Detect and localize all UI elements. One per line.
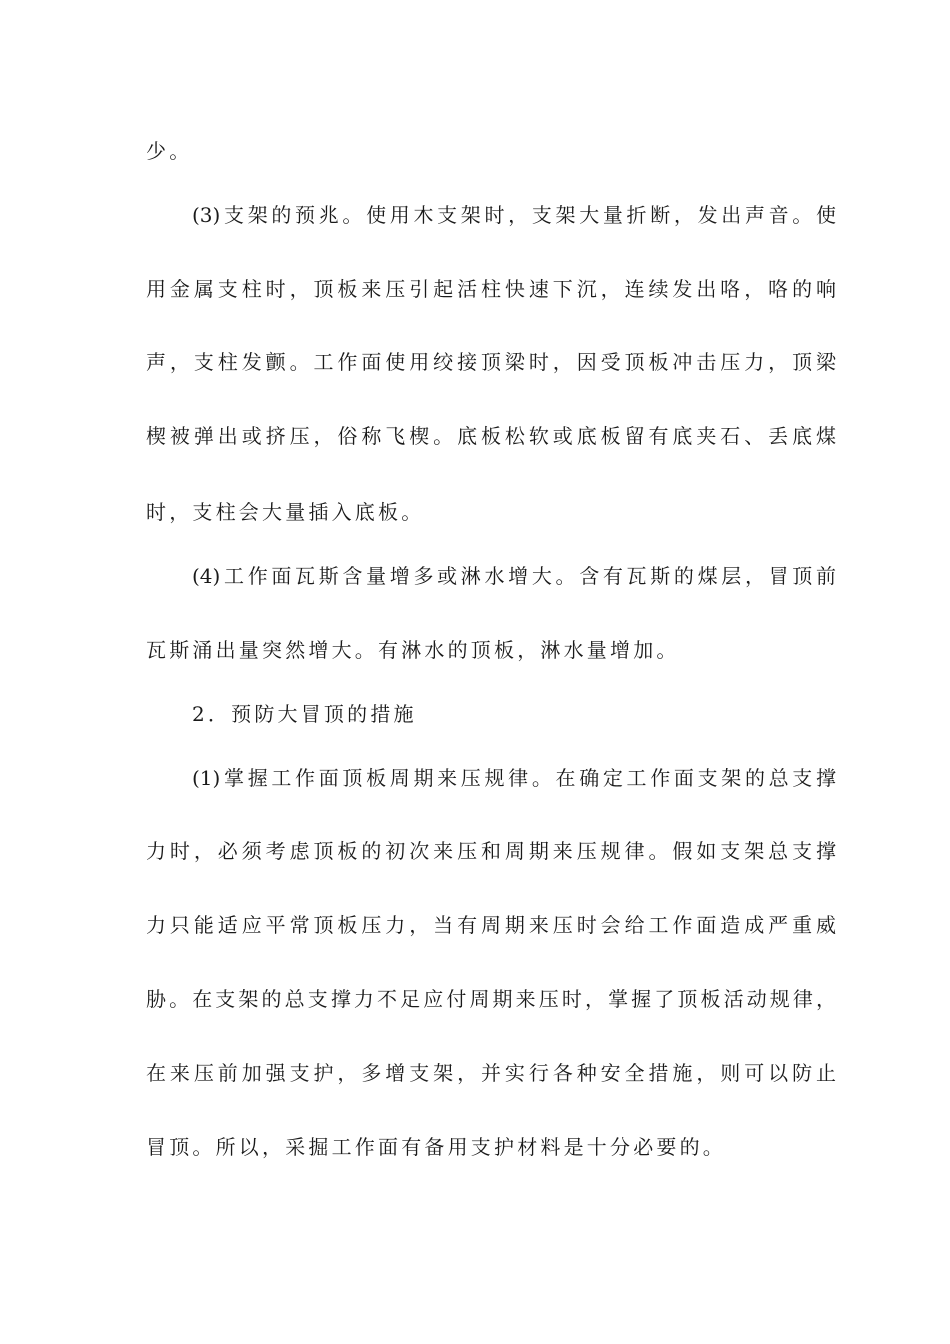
text-line: 少。 bbox=[146, 139, 193, 163]
text-line: 力时，必须考虑顶板的初次来压和周期来压规律。假如支架总支撑 bbox=[146, 839, 836, 863]
text-line: 胁。在支架的总支撑力不足应付周期来压时，掌握了顶板活动规律， bbox=[146, 987, 836, 1011]
text-line: 在来压前加强支护，多增支架，并实行各种安全措施，则可以防止 bbox=[146, 1061, 836, 1085]
text-line: 用金属支柱时，顶板来压引起活柱快速下沉，连续发出咯，咯的响 bbox=[146, 277, 836, 301]
text-line: 瓦斯涌出量突然增大。有淋水的顶板，淋水量增加。 bbox=[146, 638, 680, 662]
text-line: (4)工作面瓦斯含量增多或淋水增大。含有瓦斯的煤层，冒顶前 bbox=[192, 564, 836, 588]
text-line: 力只能适应平常顶板压力，当有周期来压时会给工作面造成严重威 bbox=[146, 913, 836, 937]
text-line: 声，支柱发颤。工作面使用绞接顶梁时，因受顶板冲击压力，顶梁 bbox=[146, 350, 836, 374]
text-line: 楔被弹出或挤压，俗称飞楔。底板松软或底板留有底夹石、丢底煤 bbox=[146, 424, 836, 448]
text-line: (3)支架的预兆。使用木支架时，支架大量折断，发出声音。使 bbox=[192, 203, 836, 227]
text-line: (1)掌握工作面顶板周期来压规律。在确定工作面支架的总支撑 bbox=[192, 766, 836, 790]
text-line: 冒顶。所以，采掘工作面有备用支护材料是十分必要的。 bbox=[146, 1135, 726, 1159]
text-line: 时，支柱会大量插入底板。 bbox=[146, 500, 425, 524]
section-heading: 2．预防大冒顶的措施 bbox=[192, 702, 417, 726]
